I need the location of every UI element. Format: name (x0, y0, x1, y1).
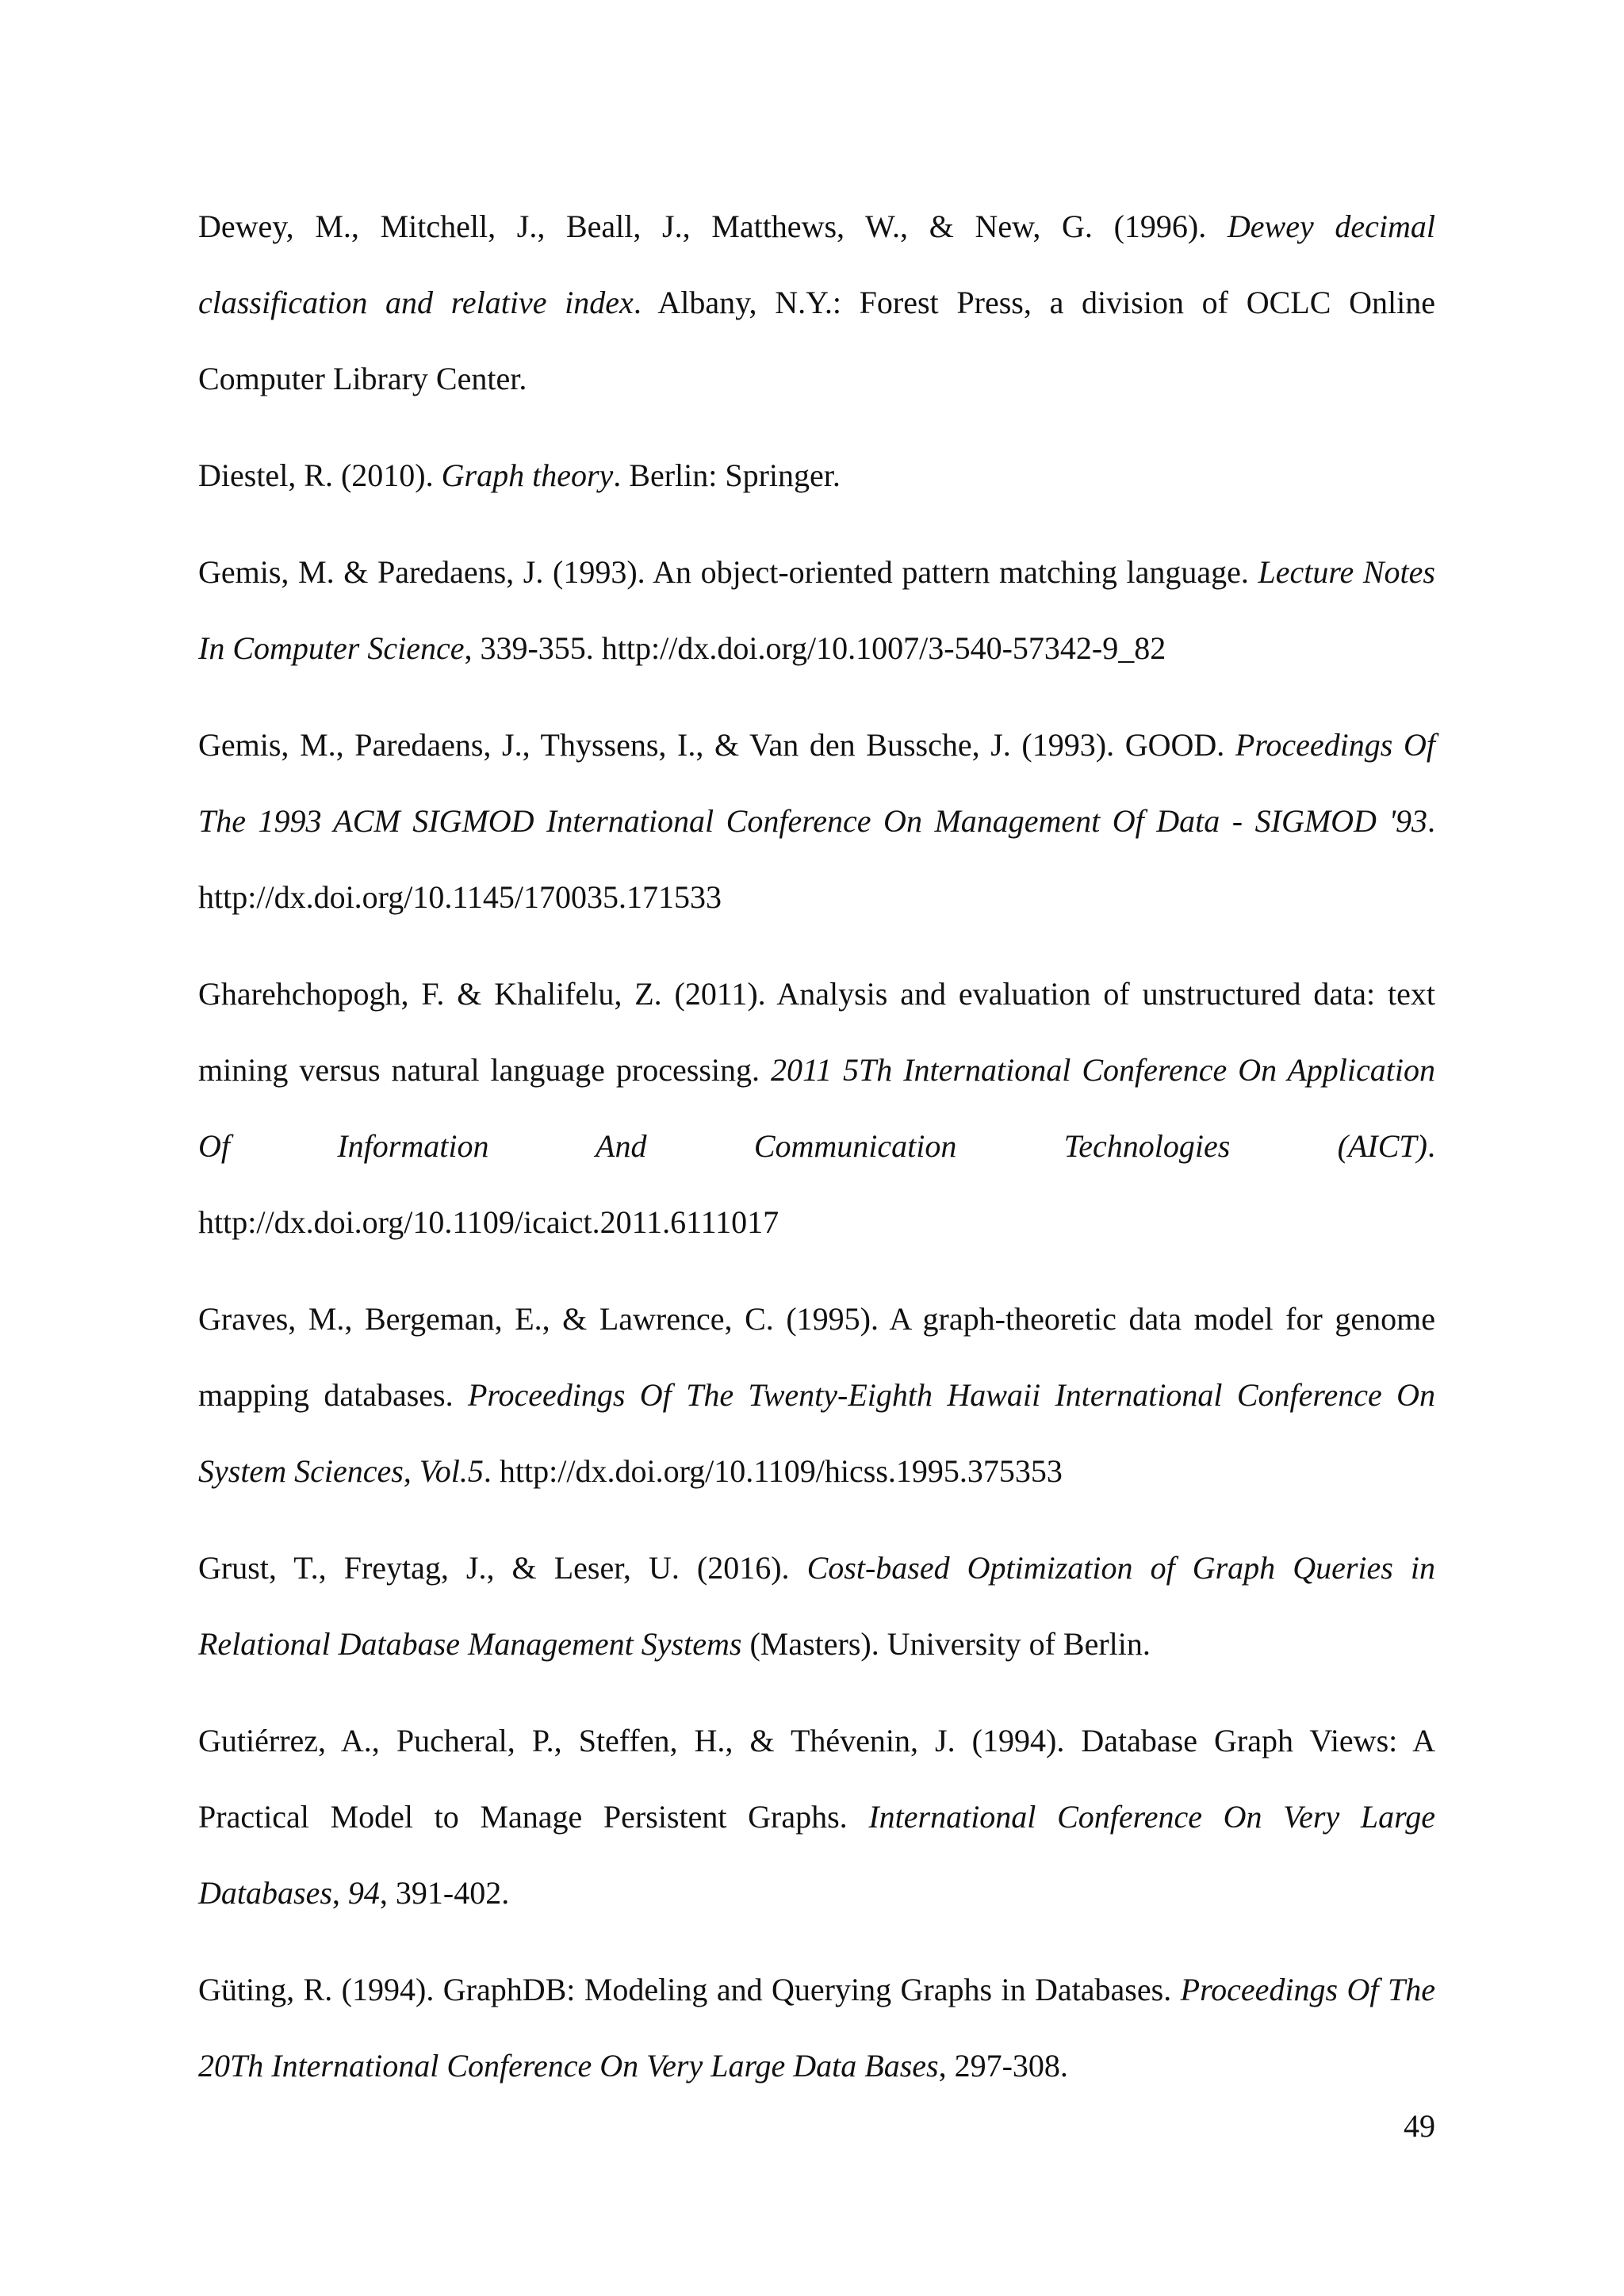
reference-text: Graves, M., Bergeman, E., & Lawrence, C. (1995). A graph-theoretic data model for genome mapping databases. (198, 1301, 1435, 1413)
reference-text: , 297-308. (938, 2048, 1068, 2084)
reference-entry (198, 438, 1435, 514)
reference-text: , (331, 1875, 348, 1911)
reference-text: Gharehchopogh, F. & Khalifelu, Z. (2011). Analysis and evaluation of unstructured data: text mining versus natural language processing. (198, 976, 1435, 1088)
reference-text: (Masters). University of Berlin. (741, 1626, 1151, 1662)
reference-entry (198, 1703, 1435, 1931)
reference-text: . http://dx.doi.org/10.1109/hicss.1995.375353 (483, 1453, 1063, 1489)
reference-text: Gutiérrez, A., Pucheral, P., Steffen, H., & Thévenin, J. (1994). Database Graph Views: A Practical Model to Manage Persistent Graphs. (198, 1723, 1435, 1835)
reference-text: , 339-355. http://dx.doi.org/10.1007/3-540-57342-9_82 (464, 630, 1166, 666)
reference-entry (198, 707, 1435, 936)
reference-text: Grust, T., Freytag, J., & Leser, U. (2016). (198, 1550, 807, 1586)
reference-list (198, 189, 1435, 2125)
reference-text: Gemis, M., Paredaens, J., Thyssens, I., & Van den Bussche, J. (1993). GOOD. (198, 727, 1235, 763)
reference-italic-text: Graph theory (441, 457, 614, 493)
reference-entry (198, 1952, 1435, 2104)
reference-italic-text: 2011 5Th International Conference On Application Of Information And Communication Technologies (AICT) (198, 1052, 1435, 1164)
reference-entry (198, 1530, 1435, 1682)
reference-italic-text: Lecture Notes In Computer Science (198, 554, 1435, 666)
reference-entry (198, 189, 1435, 417)
reference-italic-text: Proceedings Of The 1993 ACM SIGMOD International Conference On Management Of Data - SIGMOD '93 (198, 727, 1435, 839)
reference-text: , 391-402. (379, 1875, 510, 1911)
reference-text: . Berlin: Springer. (613, 457, 841, 493)
page-number: 49 (1404, 2108, 1435, 2144)
reference-italic-text: Dewey decimal classification and relative index (198, 209, 1435, 320)
reference-text: . http://dx.doi.org/10.1109/icaict.2011.6111017 (198, 1128, 1435, 1240)
reference-entry (198, 534, 1435, 687)
reference-text: Güting, R. (1994). GraphDB: Modeling and Querying Graphs in Databases. (198, 1972, 1181, 2007)
reference-entry (198, 1281, 1435, 1510)
reference-entry (198, 956, 1435, 1261)
reference-italic-text: Proceedings Of The Twenty-Eighth Hawaii International Conference On System Sciences, Vol.5 (198, 1377, 1435, 1489)
reference-text: . Albany, N.Y.: Forest Press, a division of OCLC Online Computer Library Center. (198, 285, 1435, 396)
reference-text: . http://dx.doi.org/10.1145/170035.171533 (198, 803, 1435, 915)
reference-italic-text: Cost-based Optimization of Graph Queries in Relational Database Management Systems (198, 1550, 1436, 1662)
reference-text: Gemis, M. & Paredaens, J. (1993). An object-oriented pattern matching language. (198, 554, 1258, 590)
reference-text: Diestel, R. (2010). (198, 457, 442, 493)
reference-italic-text: Proceedings Of The 20Th International Conference On Very Large Data Bases (198, 1972, 1435, 2084)
reference-italic-text: 94 (347, 1875, 380, 1911)
reference-text: Dewey, M., Mitchell, J., Beall, J., Matthews, W., & New, G. (1996). (198, 209, 1228, 244)
reference-italic-text: International Conference On Very Large Databases (198, 1799, 1435, 1911)
